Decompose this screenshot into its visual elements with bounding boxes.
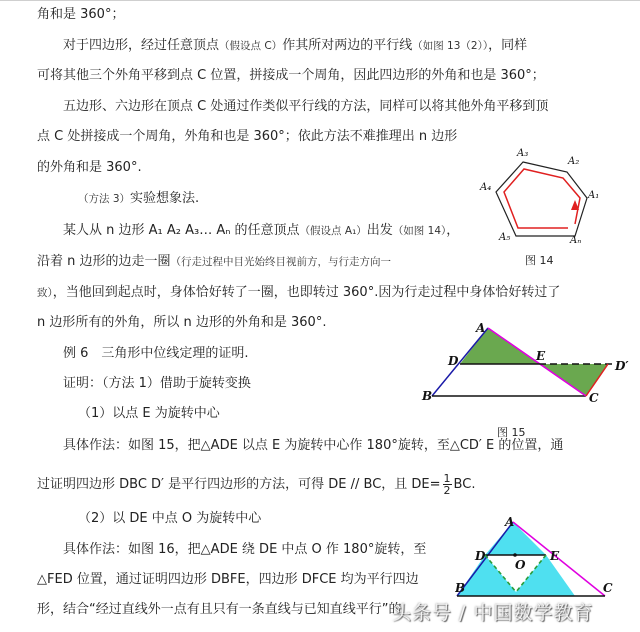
note-text: （行走过程中目光始终目视前方，与行走方向一 [170,256,392,268]
vertex-label-a1: A₁ [588,190,600,201]
figure-15-caption: 图 15 [497,426,526,439]
fraction-denominator: 2 [443,484,451,497]
text-line-13: 证明：（方法 1）借助于旋转变换 [63,376,251,391]
triangle-ade [460,328,539,364]
text-segment: ， [446,223,460,238]
text-line-3: 可将其他三个外角平移到点 C 位置，拼接成一个周角，因此四边形的外角和也是 360°； [37,68,545,83]
text-segment: 过证明四边形 DBC D′ 是平行四边形的方法，可得 DE // BC，且 DE= [37,477,441,492]
point-label-d: D [475,549,486,563]
watermark: 头条号 / 中国数学教育 [392,602,594,624]
text-line-9 [37,253,391,271]
figure-16 [455,512,620,602]
point-label-e: E [550,549,560,563]
text-line-2 [63,37,527,55]
point-label-c: C [589,391,599,405]
point-label-c: C [603,581,613,595]
point-label-d: D [448,354,459,368]
text-segment: ，当他回到起点时，身体恰好转了一圈，也即转过 360°.因为行走过程中身体恰好转过了 [52,285,561,300]
note-text: 致） [37,287,53,299]
vertex-label-a4: A₄ [480,182,492,193]
text-segment: ，同样 [488,38,528,53]
figure-ref: （如图 14） [392,225,447,237]
midpoint-o [513,553,517,557]
text-line-16 [37,473,475,496]
path-arrow [571,200,579,210]
figure-ref: （如图 13（2）） [412,40,489,52]
point-label-o: O [515,558,526,572]
fraction-numerator: 1 [443,472,451,485]
hint-text: （假设点 A₁） [299,225,367,237]
triangle-ade [485,522,546,555]
example-heading: 例 6 三角形中位线定理的证明. [63,346,249,361]
text-segment: 对于四边形，经过任意顶点 [63,38,220,53]
top-border [0,0,640,1]
figure-14 [470,140,605,250]
figure-14-caption: 图 14 [525,254,554,267]
text-line-17: （2）以 DE 中点 O 为旋转中心 [78,511,262,526]
walking-path [504,169,580,228]
method-title: 实验想象法. [130,191,200,206]
hint-text: （假设点 C） [219,40,283,52]
point-label-d-prime: D′ [615,359,629,373]
text-line-19: △FED 位置，通过证明四边形 DBFE，四边形 DFCE 均为平行四边 [37,572,419,587]
text-line-20: 形，结合“经过直线外一点有且只有一条直线与已知直线平行”的 [37,602,402,617]
text-line-1: 角和是 360°； [37,7,125,22]
text-line-5: 点 C 处拼接成一个周角，外角和也是 360°；依此方法不难推理出 n 边形 [37,129,458,144]
point-label-b: B [422,389,433,403]
text-line-18: 具体作法：如图 16，把△ADE 绕 DE 中点 O 作 180°旋转，至 [63,542,427,557]
text-line-14: （1）以点 E 为旋转中心 [78,406,220,421]
text-segment: 某人从 n 边形 A₁ A₂ A₃… Aₙ 的任意顶点 [63,223,300,238]
point-label-a: A [476,321,486,335]
text-segment: 出发 [366,223,393,238]
point-label-e: E [536,349,546,363]
text-line-10 [37,284,560,302]
vertex-label-an: Aₙ [570,235,582,246]
method-label: （方法 3） [78,193,131,205]
text-line-6: 的外角和是 360°. [37,160,142,175]
fraction [443,473,452,496]
text-segment: BC. [453,477,476,492]
text-segment: 作其所对两边的平行线 [282,38,413,53]
text-line-4: 五边形、六边形在顶点 C 处通过作类似平行线的方法，同样可以将其他外角平移到顶 [63,99,549,114]
text-line-15: 具体作法：如图 15，把△ADE 以点 E 为旋转中心作 180°旋转，至△CD′ E 的位置，通 [63,438,564,453]
text-line-7 [78,190,199,208]
point-label-a: A [505,515,515,529]
figure-15 [420,318,635,410]
text-line-8 [63,222,459,240]
text-segment: 沿着 n 边形的边走一圈 [37,254,171,269]
vertex-label-a3: A₃ [517,148,529,159]
text-line-11: n 边形所有的外角，所以 n 边形的外角和是 360°. [37,315,327,330]
vertex-label-a2: A₂ [568,156,580,167]
point-label-b: B [455,581,466,595]
vertex-label-a5: A₅ [499,232,511,243]
